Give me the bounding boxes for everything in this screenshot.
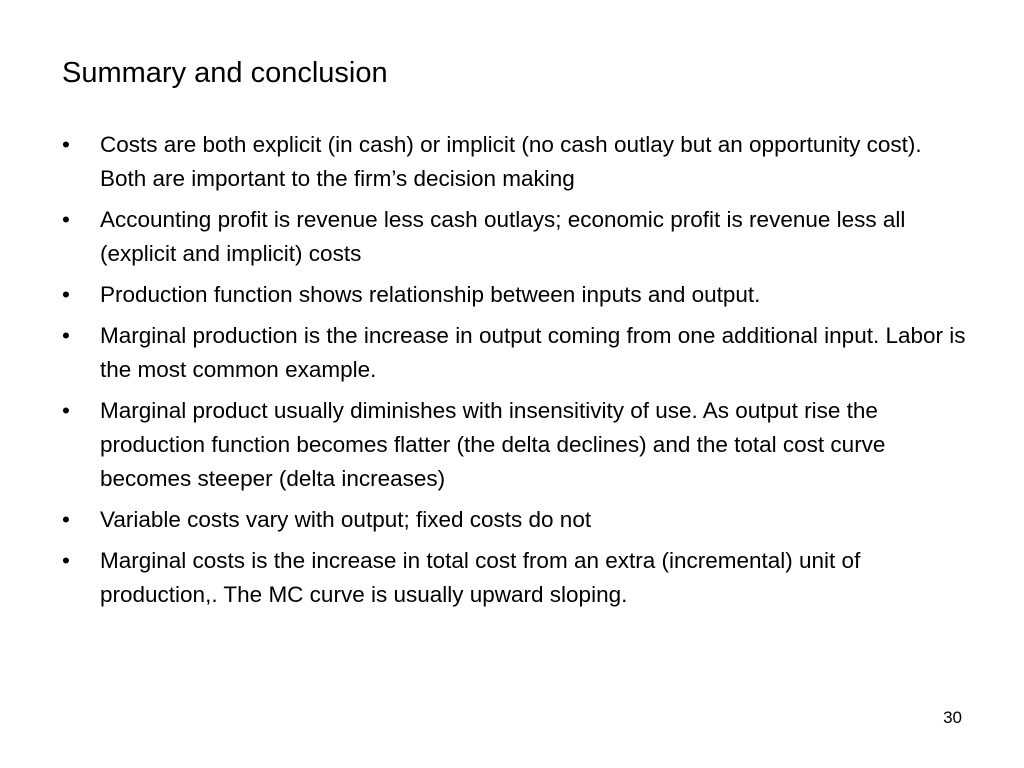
bullet-item [62, 128, 972, 196]
slide-title: Summary and conclusion [62, 57, 388, 89]
bullet-item [62, 278, 972, 312]
bullet-list [62, 128, 972, 619]
bullet-icon: • [62, 548, 70, 573]
bullet-text: Marginal product usually diminishes with insensitivity of use. As output rise the production function becomes flatter (the delta declines) and the total cost curve becomes steeper (delta increases) [100, 398, 886, 491]
bullet-item [62, 544, 972, 612]
bullet-item [62, 503, 972, 537]
bullet-icon: • [62, 398, 70, 423]
bullet-icon: • [62, 323, 70, 348]
bullet-item [62, 203, 972, 271]
page-number: 30 [943, 708, 962, 727]
bullet-icon: • [62, 207, 70, 232]
bullet-text: Accounting profit is revenue less cash outlays; economic profit is revenue less all (explicit and implicit) costs [100, 207, 906, 266]
bullet-text: Variable costs vary with output; fixed costs do not [100, 507, 592, 532]
bullet-icon: • [62, 132, 70, 157]
bullet-text: Production function shows relationship between inputs and output. [100, 282, 761, 307]
bullet-item [62, 394, 972, 496]
bullet-text: Costs are both explicit (in cash) or implicit (no cash outlay but an opportunity cost). Both are important to the firm’s decision making [100, 132, 922, 191]
bullet-text: Marginal production is the increase in output coming from one additional input. Labor is the most common example. [100, 323, 966, 382]
bullet-icon: • [62, 507, 70, 532]
bullet-item [62, 319, 972, 387]
bullet-icon: • [62, 282, 70, 307]
bullet-text: Marginal costs is the increase in total cost from an extra (incremental) unit of production,. The MC curve is usually upward sloping. [100, 548, 861, 607]
